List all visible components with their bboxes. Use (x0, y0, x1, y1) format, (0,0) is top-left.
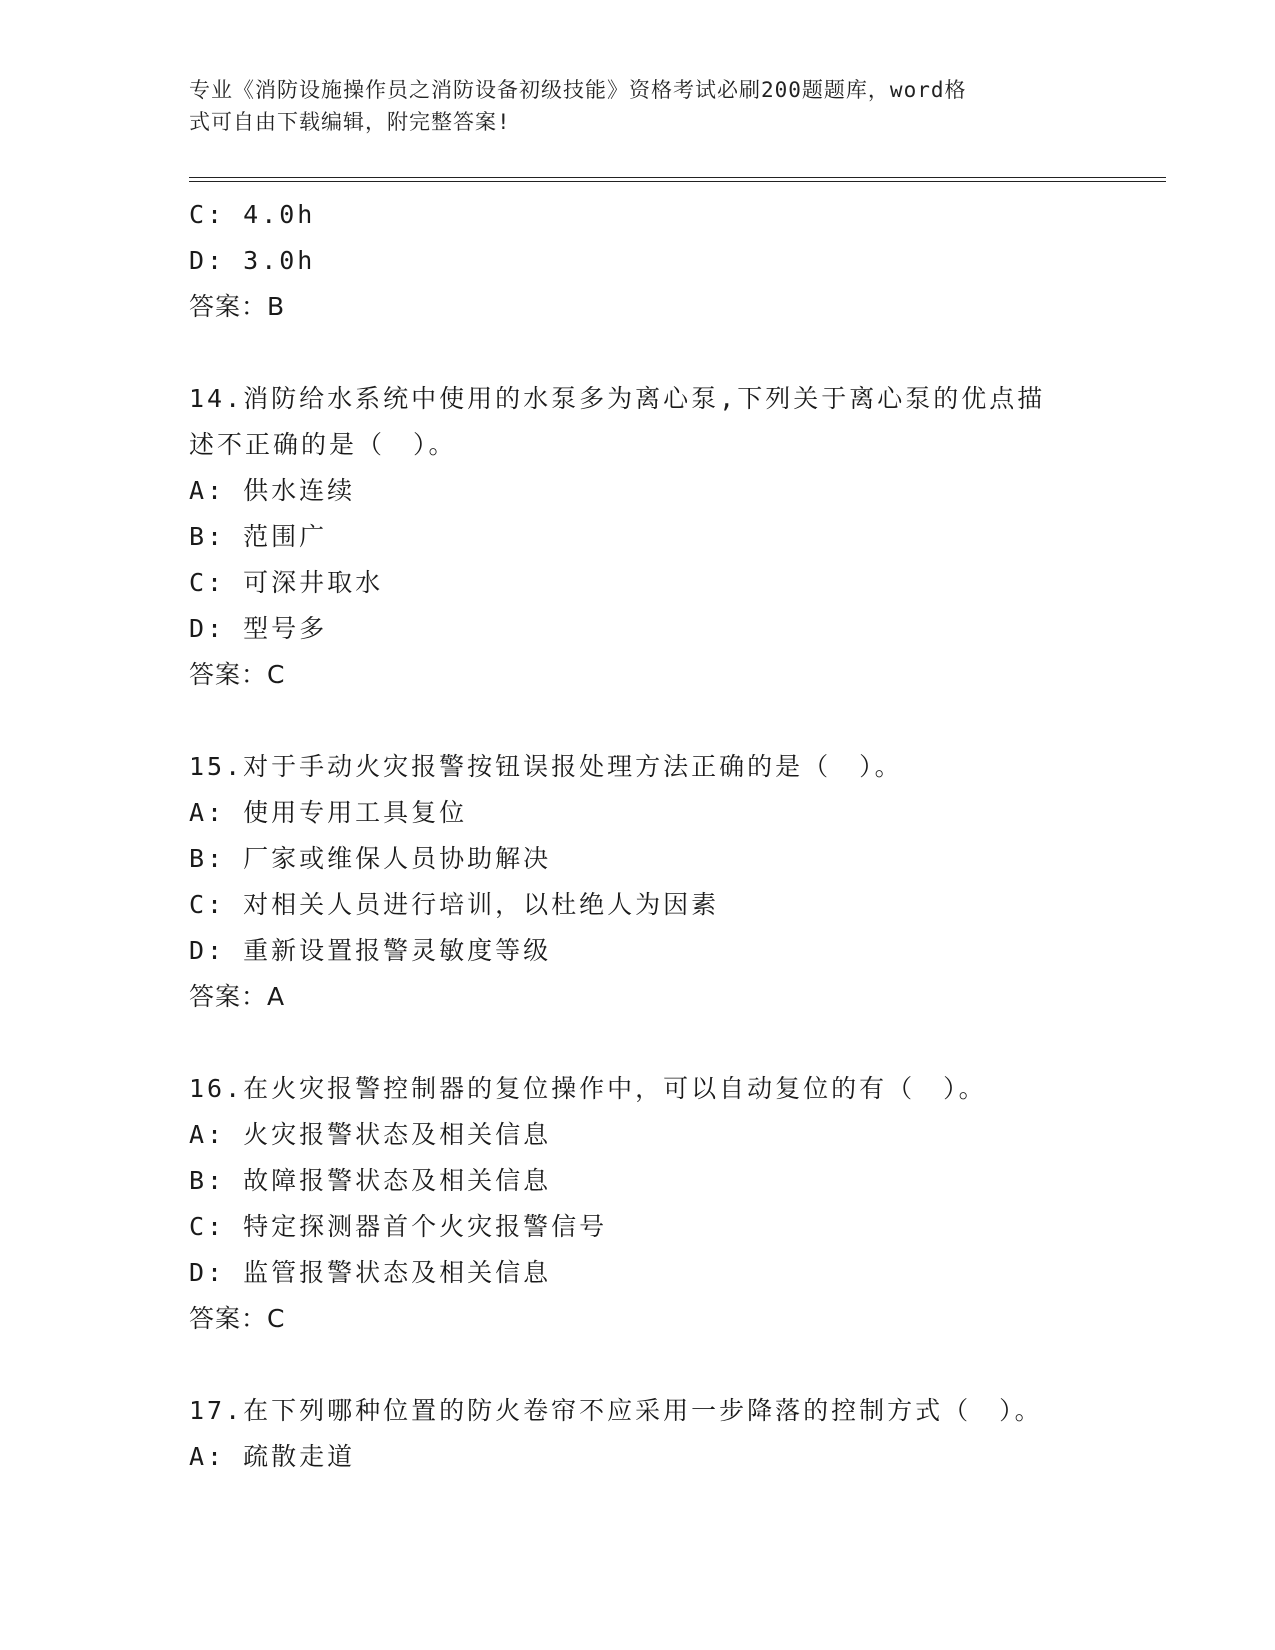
question-17 (189, 1388, 1089, 1480)
question-stem: 述不正确的是（ ）。 (189, 430, 457, 459)
question-15 (189, 744, 1089, 1020)
question-14 (189, 376, 1089, 698)
option-c: C: 特定探测器首个火灾报警信号 (189, 1212, 608, 1241)
answer-line: 答案：C (189, 1304, 286, 1333)
option-a: A: 疏散走道 (189, 1442, 356, 1471)
answer-line: 答案：C (189, 660, 286, 689)
question-16 (189, 1066, 1089, 1342)
question-stem: 15.对于手动火灾报警按钮误报处理方法正确的是（ ）。 (189, 752, 903, 781)
option-d: D: 监管报警状态及相关信息 (189, 1258, 552, 1287)
spacer (189, 330, 1089, 376)
answer-line: 答案：B (189, 292, 286, 321)
option-c: C: 可深井取水 (189, 568, 384, 597)
spacer (189, 1342, 1089, 1388)
document-header (189, 74, 1089, 138)
option-b: B: 故障报警状态及相关信息 (189, 1166, 552, 1195)
header-line-2: 式可自由下载编辑，附完整答案! (189, 110, 511, 134)
previous-question-tail (189, 192, 1089, 330)
spacer (189, 1020, 1089, 1066)
option-d: D: 型号多 (189, 614, 328, 643)
option-d: D: 重新设置报警灵敏度等级 (189, 936, 552, 965)
option-a: A: 供水连续 (189, 476, 356, 505)
header-divider (189, 177, 1166, 182)
option-a: A: 火灾报警状态及相关信息 (189, 1120, 552, 1149)
question-stem: 14.消防给水系统中使用的水泵多为离心泵,下列关于离心泵的优点描 (189, 384, 1046, 413)
question-content (189, 192, 1089, 1480)
option-a: A: 使用专用工具复位 (189, 798, 468, 827)
option-b: B: 范围广 (189, 522, 328, 551)
header-line-1: 专业《消防设施操作员之消防设备初级技能》资格考试必刷200题题库，word格 (189, 78, 967, 102)
spacer (189, 698, 1089, 744)
option-b: B: 厂家或维保人员协助解决 (189, 844, 552, 873)
answer-line: 答案：A (189, 982, 286, 1011)
option-c: C: 4.0h (189, 200, 316, 229)
question-stem: 17.在下列哪种位置的防火卷帘不应采用一步降落的控制方式（ ）。 (189, 1396, 1043, 1425)
option-d: D: 3.0h (189, 246, 316, 275)
option-c: C: 对相关人员进行培训，以杜绝人为因素 (189, 890, 720, 919)
question-stem: 16.在火灾报警控制器的复位操作中，可以自动复位的有（ ）。 (189, 1074, 987, 1103)
